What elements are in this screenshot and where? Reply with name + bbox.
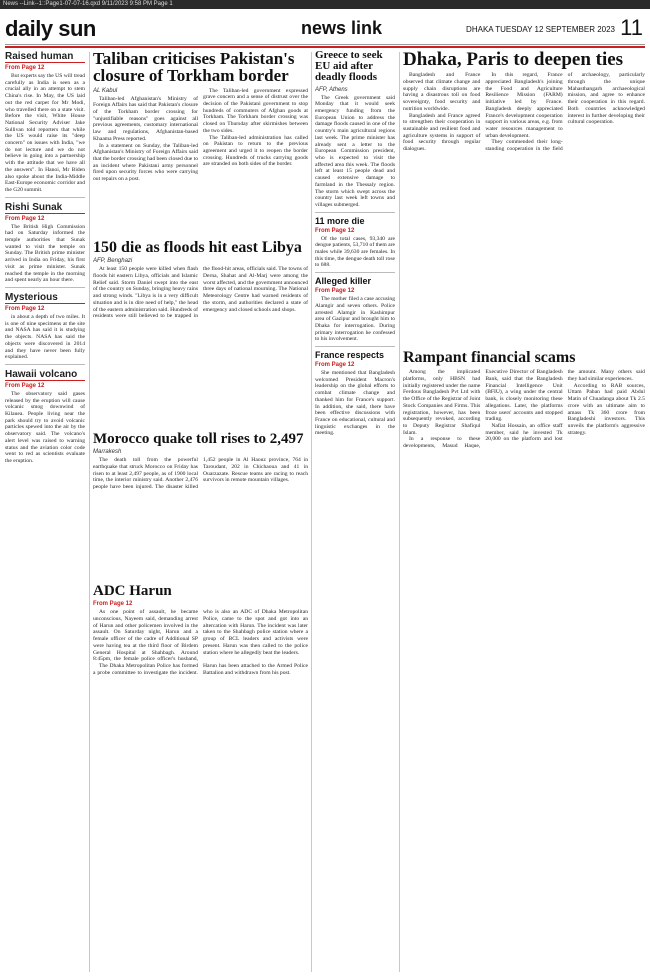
column-separator xyxy=(311,52,312,972)
story-body: Of the total cases, 93,340 are dengue patients, 53,710 of them are males while 39,630 are females. In this time, the dengue death toll rose to 688. xyxy=(315,235,395,269)
divider xyxy=(315,346,395,347)
headline: Greece to seek EU aid after deadly floods xyxy=(315,50,383,84)
story-body: As one point of assault, he became unconscious, Nayeem said, demanding arrest of Harun and other policemen involved in the assault. On Saturday night, Harun and a female officer of the cadre of Additional SP were having tea at the third floor of Birdem General Hospital at Shahbagh. Around 8:45pm, the female police officer's husband, who is also an ADC of Dhaka Metropolitan Police, came to the spot and got into an altercation with Harun. The incident was later taken to the Shahbagh police station where a group of BCL leaders and activists were present. Harun was then called to the police station where he allegedly beat the leaders. xyxy=(93,609,308,663)
story-from: From Page 12 xyxy=(93,601,133,608)
byline: AFP, Benghazi xyxy=(93,258,133,265)
story-body: But experts say the US will tread carefully as India is seen as a crucial ally in an attempt to stem China's rise. In May, the US laid out the red carpet for Mr Modi, who travelled there on a state visit. Before the visit, White House National Security Adviser Jake Sullivan told reporters that while the US would raise its "deep concern" on issues with India, "we do not lecture and we do not believe in going into a partnership with the attitude that we have all the answers". In Hanoi, Mr Biden also spoke about the India-Middle East-Europe economic corridor and the G20 summit. xyxy=(5,73,85,193)
story-body: They commended their long-standing cooperation in the field of archaeology, particularly through the unique Mahasthangarh archaeological mission, and agree to enhance their cooperation in this regard. Both countries acknowledged interest in further developing their cultural cooperation. xyxy=(485,72,645,153)
story-title: Alleged killer xyxy=(315,276,372,287)
column-separator xyxy=(89,52,90,972)
dateline: DHAKA TUESDAY 12 SEPTEMBER 2023 xyxy=(466,25,615,34)
story-title: Rishi Sunak xyxy=(5,201,85,214)
story-title: Mysterious xyxy=(5,291,85,304)
divider xyxy=(315,212,395,213)
headline: Dhaka, Paris to deepen ties xyxy=(403,50,624,70)
byline: Marrakesh xyxy=(93,449,122,456)
story-title: Raised human xyxy=(5,50,85,63)
story-body: Taliban-led Afghanistan's Ministry of Foreign Affairs has said that Pakistan's closure of the Torkham border crossing for "unjustifiable reasons" goes against all previous agreements, customary international law and regulations, Afghanistan-based Khaama Press reported. xyxy=(93,95,198,142)
story-morocco xyxy=(93,432,308,582)
byline: AFP, Athens xyxy=(315,86,348,93)
page-number: 11 xyxy=(620,15,643,40)
story-from: From Page 12 xyxy=(315,227,355,234)
divider xyxy=(5,197,85,198)
story-greece xyxy=(315,50,395,975)
story-body: At least 150 people were killed when flash floods hit eastern Libya, officials and Islamic Relief said. Storm Daniel swept into the east of the country on Sunday, bringing heavy rains and strong winds. "Libya is in a very difficult situation and is in dire need of help," the head of the eastern administration said. Hundreds of residents were still believed to be trapped in the flood-hit areas, officials said. The towns of Derna, Shahat and Al-Marj were among the worst affected, and the government announced three days of national mourning. The National Meteorology Centre had warned residents of the storm, and authorities declared a state of emergency and closed schools and shops. xyxy=(93,266,308,320)
story-body: In a statement on Sunday, the Taliban-led Afghanistan's Ministry of Foreign Affairs said that the border crossing had been closed due to an incident where Pakistani army personnel fired upon security forces who were carrying out repairs on a post. xyxy=(93,142,199,183)
divider xyxy=(5,364,85,365)
story-body: The mother filed a case accusing Alamgir and seven others. Police arrested Alamgir in Kashimpur area of Gazipur and brought him to Dhaka for interrogation. During primary interrogation he confessed to his involvement. xyxy=(315,296,395,343)
story-body: Bangladesh and France agreed to strengthen their cooperation in sustainable and resilient food and agriculture systems in support of food security through regular dialogues. xyxy=(403,112,481,153)
story-from: From Page 12 xyxy=(5,382,45,389)
story-dhaka-paris xyxy=(403,50,645,400)
story-title: 11 more die xyxy=(315,215,365,226)
story-body: According to RAB sources, Uttam Paban had paid Abdul Matin of Chuadanga about Tk 2.5 crore with an ultimate aim to amass Tk 360 crore from Bangladeshi investors. This unveils the platform's aggressive strategy. xyxy=(567,382,645,436)
column-briefs xyxy=(5,50,85,975)
story-body: Bangladesh and France observed that climate change and supply chain disruptions are having a disastrous toll on food sovereignty, food security and nutrition worldwide. xyxy=(403,72,481,112)
story-from: From Page 12 xyxy=(315,288,355,295)
story-from: From Page 12 xyxy=(5,215,45,222)
headline: ADC Harun xyxy=(93,584,172,599)
story-body: The Dhaka Metropolitan Police has formed a probe committee to investigate the incident. Harun has been attached to the Armed Police Battalion and withdrawn from his post. xyxy=(93,662,308,676)
story-financial-scams xyxy=(403,350,645,974)
section-title: news link xyxy=(301,18,383,38)
brand-logo: daily sun xyxy=(5,16,96,41)
story-title: Hawaii volcano xyxy=(5,368,85,381)
headline: Taliban criticises Pakistan's closure of Torkham border xyxy=(93,50,295,86)
divider xyxy=(5,287,85,288)
story-adc-harun xyxy=(93,584,308,974)
story-body: The death toll from the powerful earthquake that struck Morocco on Friday has risen to at least 2,497 people, as of 1900 local time, the interior ministry said. Another 2,476 people have been injured. The disaster killed 1,452 people in Al Haouz province, 764 in Taroudant, 202 in Chichaoua and 41 in Ouarzazate. Rescue teams are racing to reach survivors in remote mountain villages. xyxy=(93,457,308,491)
story-body: Nafiat Hossain, an office staff member, said he invested Tk 20,000 on the platform and lost the amount. Many others said they had similar experiences. xyxy=(485,369,645,443)
headline: 150 die as floods hit east Libya xyxy=(93,240,302,256)
headline: Rampant financial scams xyxy=(403,350,576,366)
story-body: In a response to these developments, Masud Haque, Executive Director of Bangladesh Bank, said that the Bangladesh Financial Intelligence Unit (BFIU), a wing under the central bank, is closely monitoring these allegations. Later, the platforms froze users' accounts and stopped trading. xyxy=(403,369,563,450)
story-body: in about a depth of two miles. It is one of nine specimens at the site and NASA has said it is studying the objects. NASA has said the objects were discovered in 2014 and they have never been fully explained. xyxy=(5,313,85,361)
masthead-rule xyxy=(5,46,645,48)
story-body: The observatory said gases released by the eruption will cause volcanic smog downwind of Kilauea. People living near the park should try to avoid volcanic particles spewed into the air by the observatory said. The volcano's alert level was raised to warning status and the aviation color code went to red as scientists evaluate the eruption. xyxy=(5,390,85,464)
story-body: The Taliban-led government expressed grave concern and a sense of distrust over the decision of the Pakistani government to stop hundreds of commuters of Afghan goods at Torkham. The Torkham border crossing was closed on Thursday after skirmishes between the two sides. xyxy=(203,87,308,134)
story-body: Among the implicated platforms, only HBSN had initially registered under the name Ferdous Bangladesh Pvt Ltd with the Office of the Registrar of Joint Stock Companies and Firms. This registration, however, has been subsequently revoked, according to Deputy Registrar Shafiqul Islam. xyxy=(403,369,481,436)
story-body: In this regard, France appreciated Bangladesh's joining the Food and Agriculture Resilience Mission (FARM) initiative led by France. Bangladesh deeply appreciated France's development cooperation support in various areas, e.g. from water resources management to urban development. xyxy=(485,72,563,139)
story-from: From Page 12 xyxy=(315,362,355,369)
story-body: She mentioned that Bangladesh welcomed President Macron's leadership on the global efforts to combat climate change and thanked him for France's support. In addition, she said, there have been effective discussions with France on educational, cultural and linguistic exchanges in the meeting. xyxy=(315,370,395,437)
story-from: From Page 12 xyxy=(5,305,45,312)
divider xyxy=(315,272,395,273)
column-separator xyxy=(399,52,400,972)
story-title: France respects xyxy=(315,350,385,361)
viewer-title: News --Link--1::Page1-07-07-16.qxd 9/11/2023 9:58 PM Page 1 xyxy=(3,1,173,7)
story-body: The British High Commission had on Saturday informed the temple authorities that Sunak wanted to visit the temple on Sunday. The British prime minister arrived in India on Friday, his first visit as prime minister. Sunak reached the temple in the morning and spent nearly an hour there. xyxy=(5,223,85,284)
story-libya xyxy=(93,240,308,430)
viewer-title-bar xyxy=(0,0,650,9)
byline: AL Kabul xyxy=(93,87,118,94)
headline: Morocco quake toll rises to 2,497 xyxy=(93,432,304,447)
masthead xyxy=(5,13,645,45)
story-from: From Page 12 xyxy=(5,65,45,71)
story-body: The Taliban-led administration has called on Pakistan to return to the previous agreement and urged it to reopen the border crossing. Hundreds of trucks carrying goods are stranded on both sides of the border. xyxy=(203,134,308,168)
story-body: The Greek government said Monday that it would seek emergency funding from the European Union to address the damage floods caused in one of the country's main agricultural regions last week. The prime minister has already sent a letter to the European Commission president, who is expected to visit the affected area this week. The floods left at least 15 people dead and caused extensive damage to farmland in the Thessaly region. The storm which swept across the country last week left towns and villages submerged. xyxy=(315,94,395,208)
